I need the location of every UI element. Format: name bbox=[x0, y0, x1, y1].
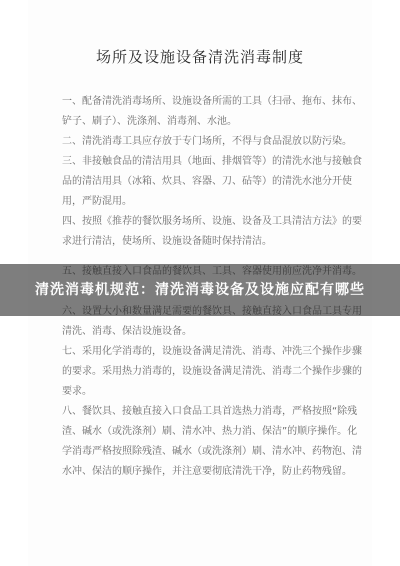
banner-title: 清洗消毒机规范：清洗消毒设备及设施应配有哪些 bbox=[35, 282, 365, 298]
document-title: 场所及设施设备清洗消毒制度 bbox=[95, 48, 304, 66]
paragraph-6: 清洗、消毒、保洁设施设备。 bbox=[62, 326, 192, 337]
paragraph-8: 八、餐饮具、接触直接入口食品工具首选热力消毒，严格按照“除残渣、碱水（或洗涤剂）刷、清水冲、热力消、保洁”的顺序操作。化学消毒严格按照除残渣、碱水（或洗涤剂）刷、清水冲、药物泡、清水冲、保洁的顺序操作，并注意要彻底清洗干净，防止药物残留。 bbox=[62, 406, 362, 477]
paragraph-1: 一、配备清洗消毒场所、设施设备所需的工具（扫帚、拖布、抹布、铲子、刷子）、洗涤剂、消毒剂、水池。 bbox=[62, 96, 362, 127]
paragraph-3: 三、非接触食品的清洁用具（地面、排烟管等）的清洗水池与接触食品的清洁用具（冰箱、炊具、容器、刀、砧等）的清洗水池分开使用，严防混用。 bbox=[62, 156, 362, 207]
caption-banner bbox=[0, 264, 400, 316]
paragraph-7: 七、采用化学消毒的，设施设备满足清洗、消毒、冲洗三个操作步骤的要求。采用热力消毒的，设施设备满足清洗、消毒二个操作步骤的要求。 bbox=[62, 346, 362, 397]
paragraph-4: 四、按照《推荐的餐饮服务场所、设施、设备及工具清洁方法》的要求进行清洁，使场所、设施设备随时保持清洁。 bbox=[62, 216, 362, 247]
paragraph-2: 二、清洗消毒工具应存放于专门场所，不得与食品混放以防污染。 bbox=[62, 136, 352, 147]
